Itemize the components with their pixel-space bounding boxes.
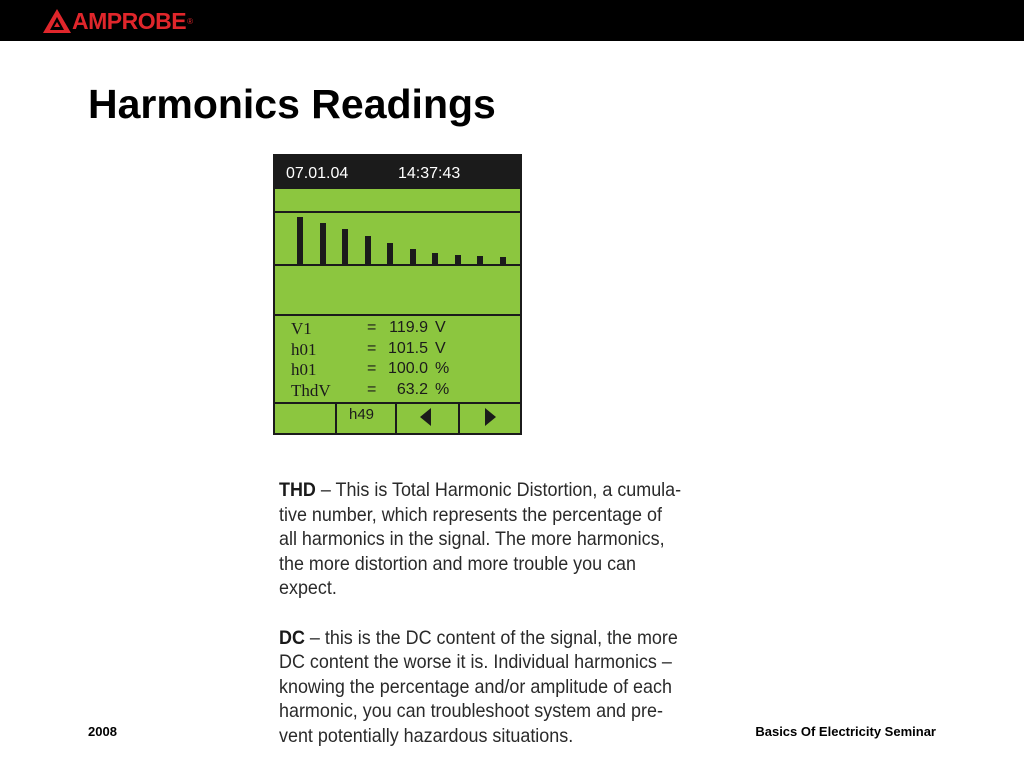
meter-header: [275, 156, 520, 189]
softkey-divider: [335, 403, 337, 433]
softkey-divider: [458, 403, 460, 433]
slide-title: Harmonics Readings: [88, 81, 496, 127]
footer-year: 2008: [88, 724, 117, 739]
reading-unit: V: [435, 319, 446, 336]
softkey-h49[interactable]: h49: [349, 406, 375, 423]
harmonic-bar: [365, 236, 371, 265]
footer-seminar: Basics Of Electricity Seminar: [755, 724, 936, 739]
reading-value: 101.5: [387, 339, 428, 357]
thd-text: – This is Total Harmonic Distortion, a cumula-tive number, which represents the percentage of all harmonics in the signal. The more harmonics, the more distortion and more trouble you can expect.: [279, 479, 682, 599]
brand-name: AMPROBE: [72, 8, 187, 34]
reading-label: h01: [291, 360, 317, 379]
arrow-left-icon[interactable]: [420, 408, 431, 426]
softkey-row: [275, 403, 520, 433]
harmonic-spectrum: [275, 213, 520, 265]
reading-value: 119.9: [389, 319, 428, 336]
amprobe-triangle-logo: [42, 8, 72, 34]
reading-equals: =: [367, 319, 377, 336]
thd-paragraph: [279, 478, 684, 601]
harmonic-bar: [342, 229, 348, 265]
meter-display: [273, 154, 522, 435]
reading-row: [291, 380, 511, 401]
dc-paragraph: [279, 626, 684, 749]
dc-term: DC: [279, 626, 305, 649]
harmonic-bar: [297, 217, 303, 265]
harmonic-bar: [387, 243, 393, 265]
reading-unit: V: [435, 339, 446, 357]
reading-equals: =: [367, 360, 377, 377]
readings-list: [291, 318, 511, 400]
divider: [275, 264, 520, 266]
description-text: [279, 478, 684, 773]
reading-value: 63.2: [396, 380, 428, 398]
reading-row: [291, 339, 511, 360]
dc-text: – this is the DC content of the signal, the more DC content the worse it is. Individual harmonics – knowing the percentage and/or amplitude of each harmonic, you can troubleshoot system and pre-vent potentially hazardous situations.: [279, 626, 678, 747]
reading-label: h01: [291, 339, 317, 359]
divider: [275, 314, 520, 316]
brand-trademark: ®: [187, 16, 193, 26]
thd-term: THD: [279, 479, 316, 501]
brand-logo: [42, 8, 193, 34]
harmonic-bar: [320, 223, 326, 265]
reading-row: [291, 318, 511, 339]
reading-equals: =: [367, 339, 377, 357]
harmonic-bar: [410, 249, 416, 265]
reading-equals: =: [367, 380, 377, 398]
reading-label: ThdV: [291, 380, 331, 400]
reading-row: [291, 359, 511, 380]
meter-time: 14:37:43: [398, 165, 461, 182]
arrow-right-icon[interactable]: [485, 408, 496, 426]
reading-unit: %: [435, 360, 450, 377]
reading-value: 100.0: [387, 360, 428, 377]
reading-unit: %: [435, 380, 450, 398]
meter-date: 07.01.04: [286, 165, 349, 182]
softkey-divider: [395, 403, 397, 433]
top-banner: [0, 0, 1024, 41]
reading-label: V1: [291, 319, 312, 338]
